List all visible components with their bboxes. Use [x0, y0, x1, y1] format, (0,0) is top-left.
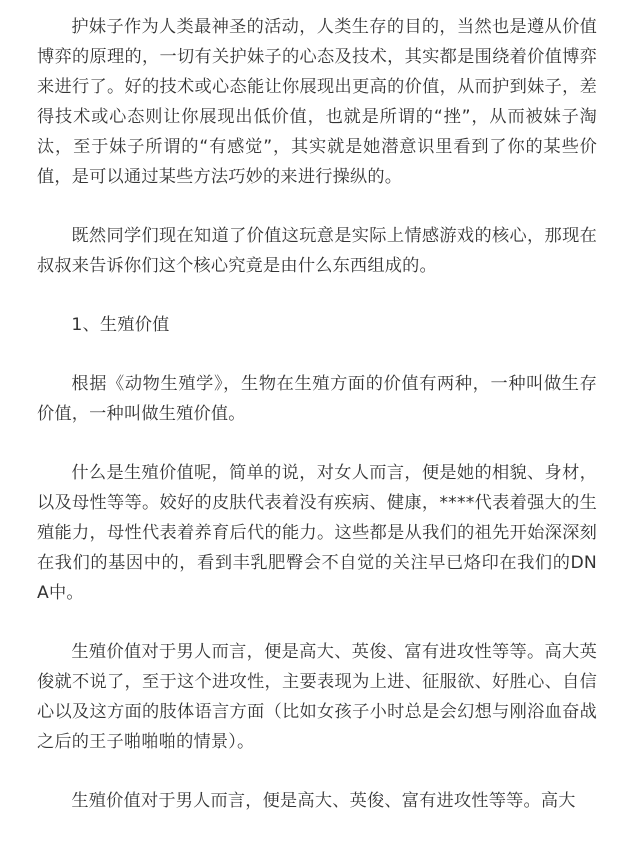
paragraph-value-core: 既然同学们现在知道了价值这玩意是实际上情感游戏的核心，那现在叔叔来告诉你们这个核心究竟是由什么东西组成的。: [37, 226, 597, 276]
paragraph-intro: 护妹子作为人类最神圣的活动，人类生存的目的，当然也是遵从价值博弈的原理的，一切有关护妹子的心态及技术，其实都是围绕着价值博弈来进行了。好的技术或心态能让你展现出更高的价值，从而护到妹子，差得技术或心态则让你展现出低价值，也就是所谓的“挫”，从而被妹子淘汰，至于妹子所谓的“有感觉”，其实就是她潜意识里看到了你的某些价值，是可以通过某些方法巧妙的来进行操纵的。: [37, 17, 597, 187]
section-heading-reproductive-value: 1、生殖价值: [71, 315, 170, 335]
paragraph-female-value: 什么是生殖价值呢，简单的说，对女人而言，便是她的相貌、身材，以及母性等等。姣好的皮肤代表着没有疾病、健康，****代表着强大的生殖能力，母性代表着养育后代的能力。这些都是从我们的祖先开始深深刻在我们的基因中的，看到丰乳肥臀会不自觉的关注早已烙印在我们的DNA中。: [37, 463, 597, 603]
paragraph-two-values: 根据《动物生殖学》，生物在生殖方面的价值有两种，一种叫做生存价值，一种叫做生殖价值。: [37, 374, 597, 424]
paragraph-male-value-repeat: 生殖价值对于男人而言，便是高大、英俊、富有进攻性等等。高大: [71, 791, 576, 811]
paragraph-male-value: 生殖价值对于男人而言，便是高大、英俊、富有进攻性等等。高大英俊就不说了，至于这个进攻性，主要表现为上进、征服欲、好胜心、自信心以及这方面的肢体语言方面（比如女孩子小时总是会幻想与刚浴血奋战之后的王子啪啪啪的情景）。: [37, 642, 597, 752]
article-body: [37, 12, 597, 845]
